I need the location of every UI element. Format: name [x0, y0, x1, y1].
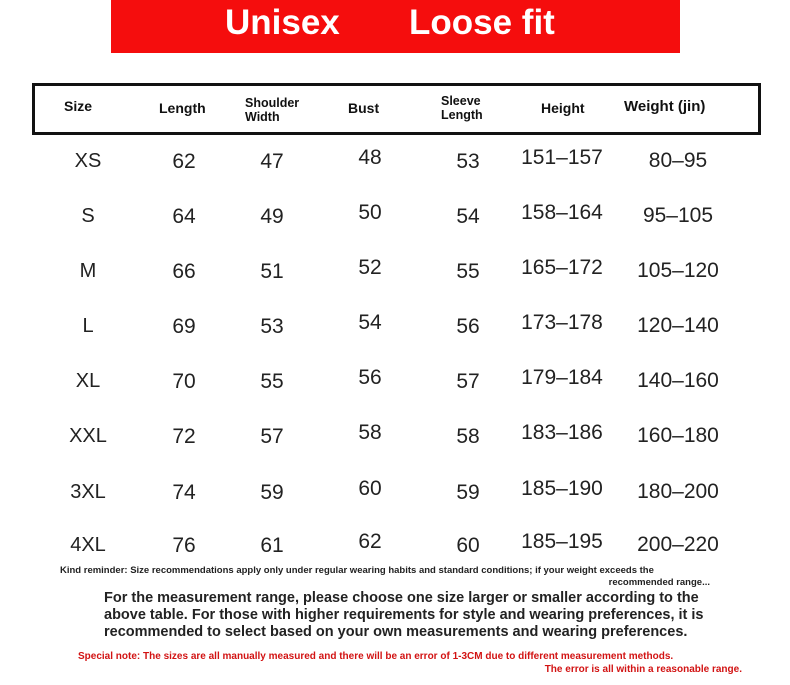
cell-height: 151–157: [521, 146, 603, 169]
special-note: [78, 650, 742, 676]
header-height: Height: [541, 100, 585, 116]
header-shoulder-line2: Width: [245, 110, 280, 124]
cell-shoulder: 53: [260, 315, 284, 338]
cell-weight: 105–120: [637, 259, 719, 282]
cell-size: XXL: [69, 425, 107, 447]
cell-bust: 58: [358, 421, 382, 444]
cell-length: 74: [172, 481, 196, 504]
header-sleeve-line2: Length: [441, 108, 483, 122]
cell-shoulder: 51: [260, 260, 284, 283]
cell-length: 69: [172, 315, 196, 338]
cell-weight: 200–220: [637, 533, 719, 556]
cell-sleeve: 58: [456, 425, 480, 448]
banner-loose-fit: Loose fit: [409, 3, 555, 42]
cell-bust: 52: [358, 256, 382, 279]
cell-sleeve: 59: [456, 481, 480, 504]
cell-shoulder: 59: [260, 481, 284, 504]
banner-unisex: Unisex: [225, 3, 340, 42]
cell-shoulder: 47: [260, 150, 284, 173]
kind-reminder-line1: Kind reminder: Size recommendations apply only under regular wearing habits and standard conditions; if your weight exceeds the: [60, 565, 654, 576]
cell-size: XS: [74, 150, 102, 172]
cell-bust: 50: [358, 201, 382, 224]
cell-length: 72: [172, 425, 196, 448]
cell-length: 70: [172, 370, 196, 393]
cell-shoulder: 57: [260, 425, 284, 448]
cell-bust: 56: [358, 366, 382, 389]
cell-bust: 60: [358, 477, 382, 500]
cell-weight: 160–180: [637, 424, 719, 447]
special-note-line1: Special note: The sizes are all manually measured and there will be an error of 1-3CM due to different measurement methods.: [78, 651, 674, 662]
cell-weight: 95–105: [642, 204, 714, 227]
cell-sleeve: 56: [456, 315, 480, 338]
header-bust: Bust: [348, 100, 380, 116]
cell-size: M: [79, 260, 97, 282]
kind-reminder: [60, 565, 710, 589]
cell-size: XL: [75, 370, 101, 392]
cell-length: 64: [172, 205, 196, 228]
cell-bust: 48: [358, 146, 382, 169]
cell-height: 185–190: [521, 477, 603, 500]
title-banner: [111, 0, 680, 53]
cell-sleeve: 53: [456, 150, 480, 173]
cell-bust: 54: [358, 311, 382, 334]
cell-sleeve: 57: [456, 370, 480, 393]
cell-shoulder: 55: [260, 370, 284, 393]
cell-length: 76: [172, 534, 196, 557]
cell-shoulder: 61: [260, 534, 284, 557]
cell-height: 183–186: [521, 421, 603, 444]
cell-length: 62: [172, 150, 196, 173]
cell-height: 158–164: [521, 201, 603, 224]
cell-bust: 62: [358, 530, 382, 553]
cell-height: 185–195: [521, 530, 603, 553]
cell-size: S: [81, 205, 95, 227]
header-shoulder-line1: Shoulder: [245, 96, 300, 110]
cell-shoulder: 49: [260, 205, 284, 228]
cell-sleeve: 54: [456, 205, 480, 228]
cell-length: 66: [172, 260, 196, 283]
cell-sleeve: 60: [456, 534, 480, 557]
cell-weight: 140–160: [637, 369, 719, 392]
cell-weight: 180–200: [637, 480, 719, 503]
cell-size: 3XL: [70, 481, 106, 503]
kind-reminder-line2: recommended range...: [608, 577, 710, 588]
cell-height: 165–172: [521, 256, 603, 279]
header-weight: Weight (jin): [624, 98, 706, 115]
cell-size: L: [82, 315, 94, 337]
measurement-note: For the measurement range, please choose one size larger or smaller according to the above table. For those with higher requirements for style and wearing preferences, it is recommended to select based on your own measurements and wearing preferences.: [104, 590, 704, 640]
header-sleeve-line1: Sleeve: [441, 94, 481, 108]
cell-height: 179–184: [521, 366, 603, 389]
special-note-line2: The error is all within a reasonable range.: [544, 664, 742, 675]
header-size: Size: [64, 98, 93, 114]
cell-weight: 80–95: [648, 149, 708, 172]
header-shoulder-width: [245, 96, 299, 124]
cell-height: 173–178: [521, 311, 603, 334]
cell-size: 4XL: [70, 534, 106, 556]
header-sleeve-length: [441, 94, 483, 122]
header-length: Length: [159, 100, 206, 116]
cell-weight: 120–140: [637, 314, 719, 337]
cell-sleeve: 55: [456, 260, 480, 283]
